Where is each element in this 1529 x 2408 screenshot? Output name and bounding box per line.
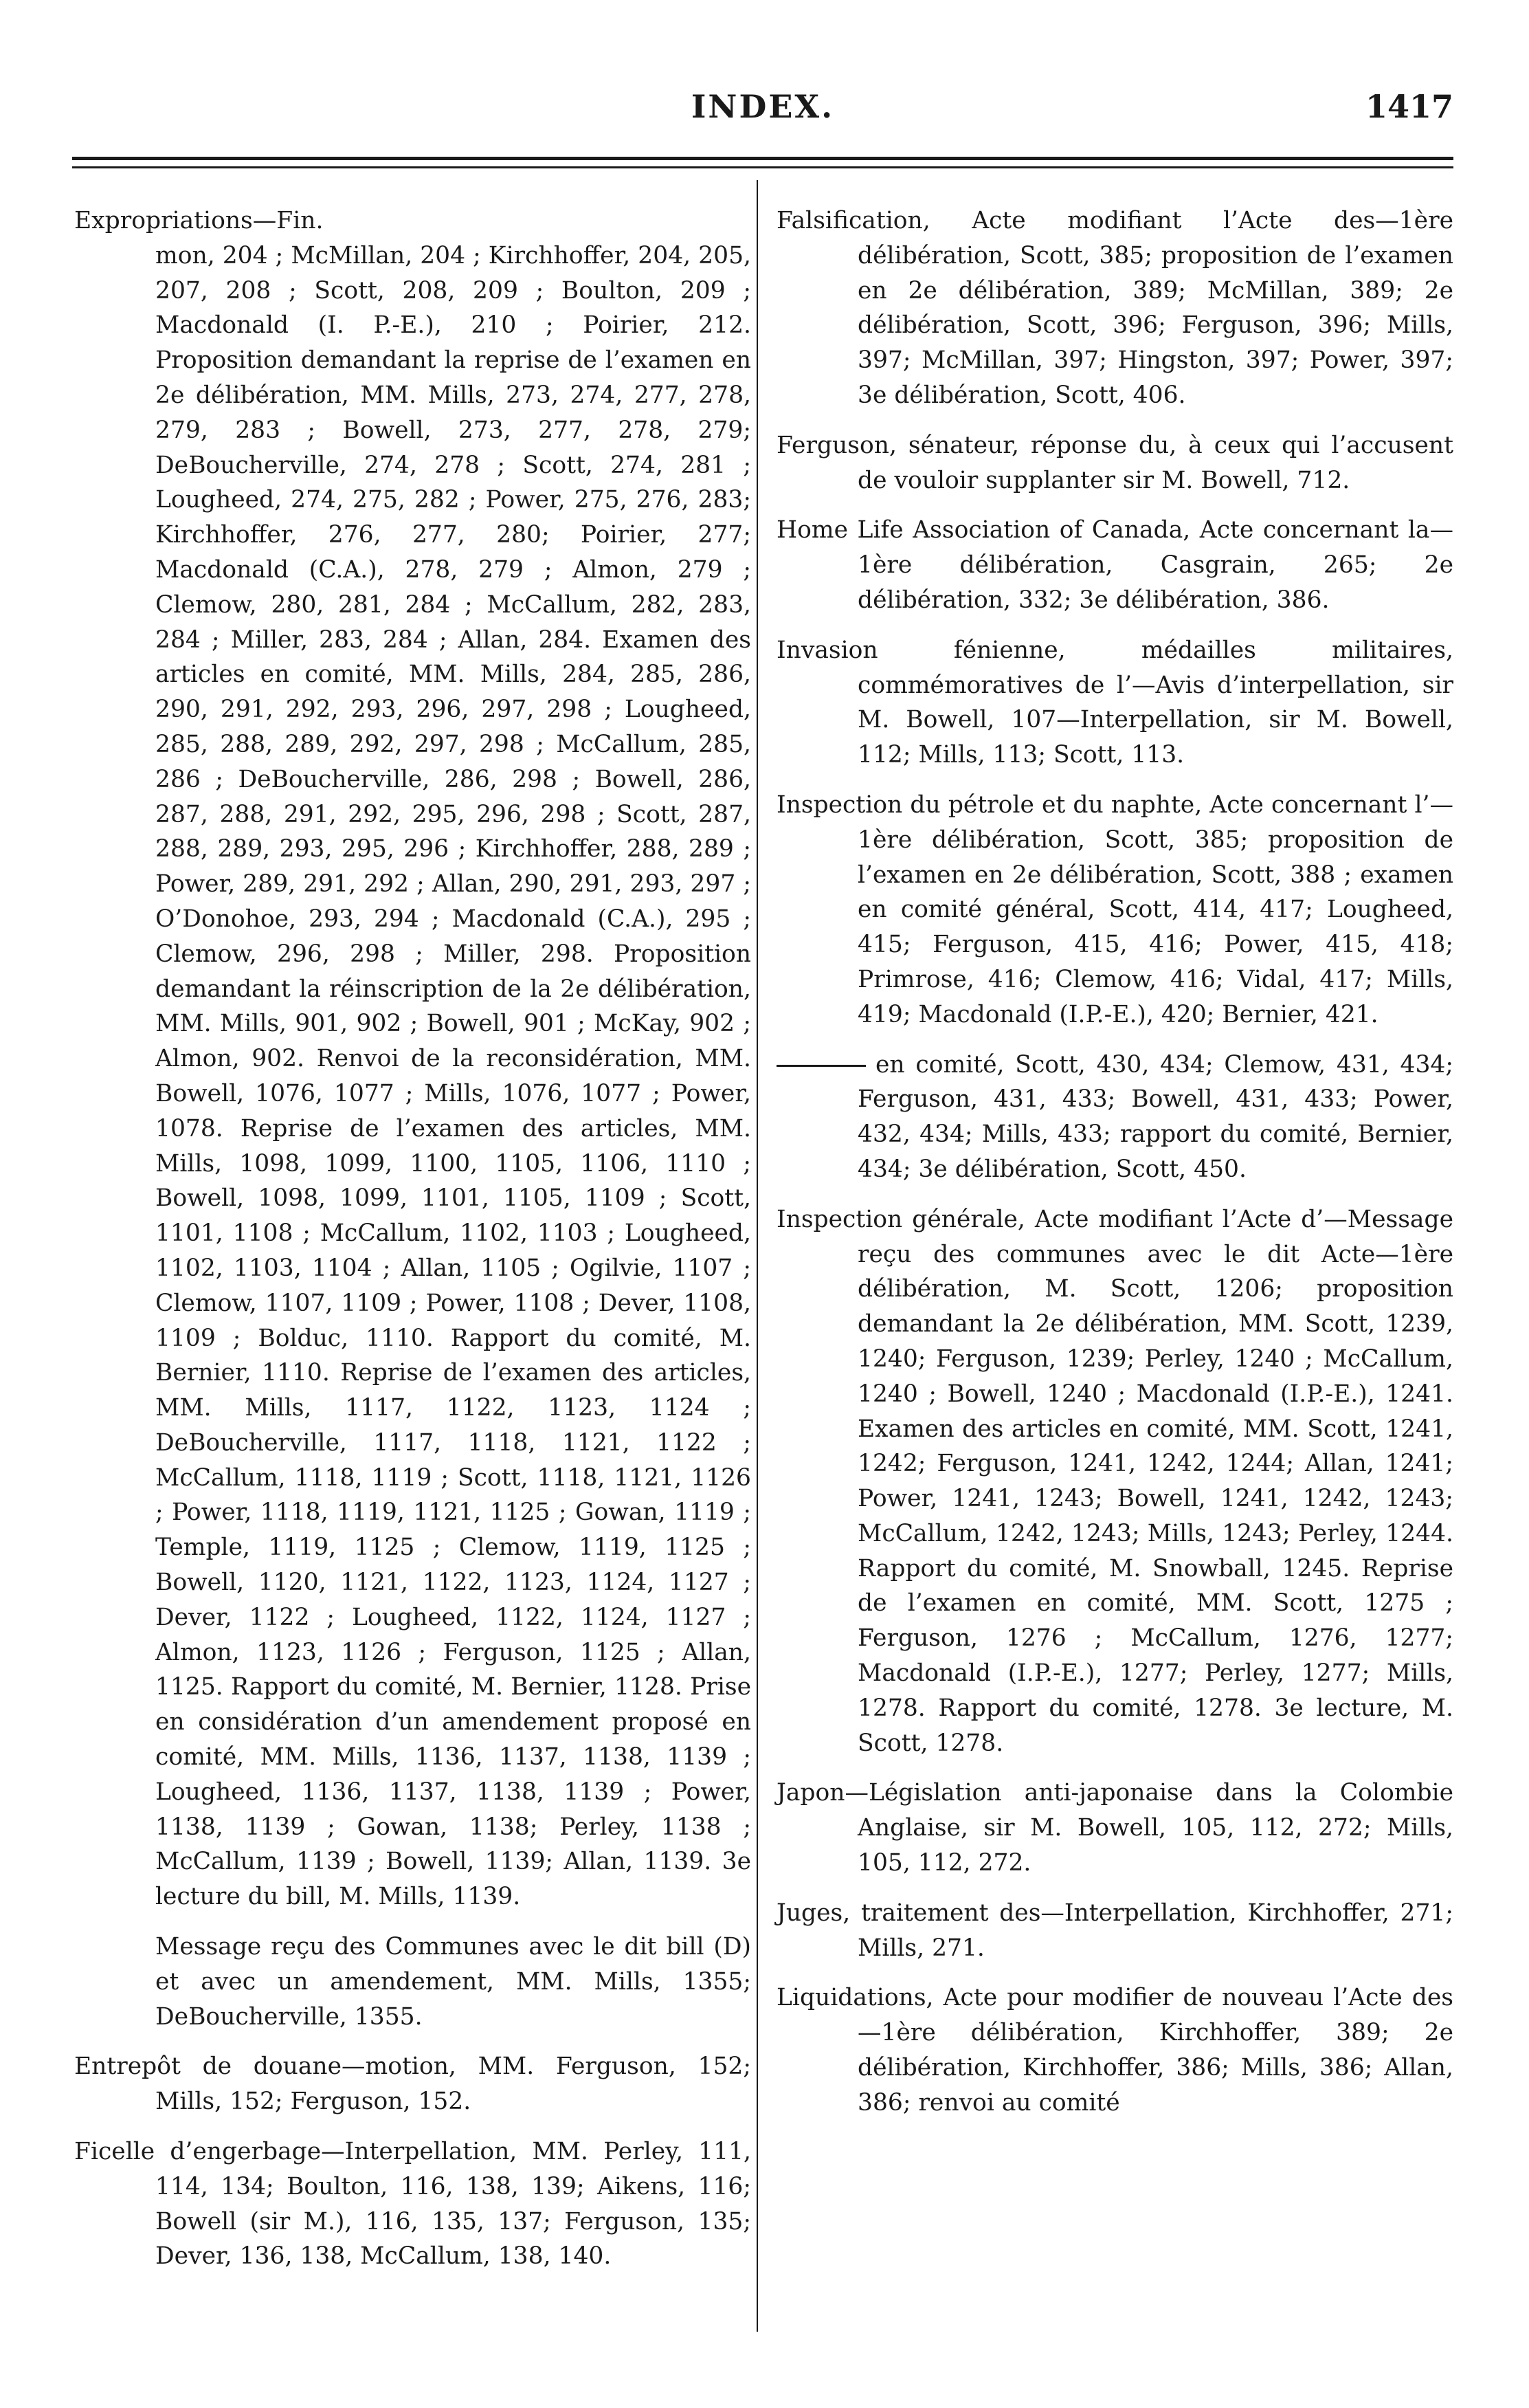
index-entry: Juges, traitement des—Interpellation, Kirchhoffer, 271; Mills, 271. [777,1899,1453,1962]
header-rule-top [72,157,1453,160]
index-entry: Inspection générale, Acte modifiant l’Acte d’—Message reçu des communes avec le dit Acte—1ère délibération, M. Scott, 1206; proposition demandant la 2e délibération, MM. Scott, 1239, 1240; Ferguson, 1239; Perley, 1240 ; McCallum, 1240 ; Bowell, 1240 ; Macdonald (I.P.-E.), 1241. Examen des articles en comité, MM. Scott, 1241, 1242; Ferguson, 1241, 1242, 1244; Allan, 1241; Power, 1241, 1243; Bowell, 1241, 1242, 1243; McCallum, 1242, 1243; Mills, 1243; Perley, 1244. Rapport du comité, M. Snowball, 1245. Reprise de l’examen en comité, MM. Scott, 1275 ; Ferguson, 1276 ; McCallum, 1276, 1277; Macdonald (I.P.-E.), 1277; Perley, 1277; Mills, 1278. Rapport du comité, 1278. 3e lecture, M. Scott, 1278. [777,1205,1453,1757]
left-column [74,203,751,2289]
index-entry: Ficelle d’engerbage—Interpellation, MM. Perley, 111, 114, 134; Boulton, 116, 138, 139; Aikens, 116; Bowell (sir M.), 116, 135, 137; Ferguson, 135; Dever, 136, 138, McCallum, 138, 140. [74,2138,751,2271]
index-entry: Japon—Législation anti-japonaise dans la Colombie Anglaise, sir M. Bowell, 105, 112, 272; Mills, 105, 112, 272. [777,1779,1453,1877]
index-entry: Inspection du pétrole et du naphte, Acte concernant l’—1ère délibération, Scott, 385; proposition de l’examen en 2e délibération, Scott, 388 ; examen en comité général, Scott, 414, 417; Lougheed, 415; Ferguson, 415, 416; Power, 415, 418; Primrose, 416; Clemow, 416; Vidal, 417; Mills, 419; Macdonald (I.P.-E.), 420; Bernier, 421. [777,791,1453,1028]
index-entry: Invasion fénienne, médailles militaires, commémoratives de l’—Avis d’interpellation, sir M. Bowell, 107—Interpellation, sir M. Bowell, 112; Mills, 113; Scott, 113. [777,636,1453,769]
column-divider [757,180,758,2332]
index-subentry [777,1048,1453,1187]
page-title: INDEX. [691,88,835,125]
page-number: 1417 [1365,88,1453,125]
page-header [72,81,1453,143]
index-entry: Ferguson, sénateur, réponse du, à ceux qui l’accusent de vouloir supplanter sir M. Bowell, 712. [777,431,1453,494]
continued-heading: Expropriations—Fin. [74,207,324,234]
subentry-text: en comité, Scott, 430, 434; Clemow, 431, 434; Ferguson, 431, 433; Bowell, 431, 433; Power, 432, 434; Mills, 433; rapport du comité, Bernier, 434; 3e délibération, Scott, 450. [858,1050,1453,1183]
repeat-dash [777,1065,866,1067]
index-entry: Message reçu des Communes avec le dit bill (D) et avec un amendement, MM. Mills, 1355; DeBoucherville, 1355. [155,1933,751,2031]
index-entry: Falsification, Acte modifiant l’Acte des—1ère délibération, Scott, 385; proposition de l’examen en 2e délibération, 389; McMillan, 389; 2e délibération, Scott, 396; Ferguson, 396; Mills, 397; McMillan, 397; Hingston, 397; Power, 397; 3e délibération, Scott, 406. [777,207,1453,409]
index-entry: Home Life Association of Canada, Acte concernant la—1ère délibération, Casgrain, 265; 2e délibération, 332; 3e délibération, 386. [777,516,1453,614]
index-entry: Entrepôt de douane—motion, MM. Ferguson, 152; Mills, 152; Ferguson, 152. [74,2053,751,2116]
index-entry: mon, 204 ; McMillan, 204 ; Kirchhoffer, 204, 205, 207, 208 ; Scott, 208, 209 ; Boulton, 209 ; Macdonald (I. P.-E.), 210 ; Poirier, 212. Proposition demandant la reprise de l’examen en 2e délibération, MM. Mills, 273, 274, 277, 278, 279, 283 ; Bowell, 273, 277, 278, 279; DeBoucherville, 274, 278 ; Scott, 274, 281 ; Lougheed, 274, 275, 282 ; Power, 275, 276, 283; Kirchhoffer, 276, 277, 280; Poirier, 277; Macdonald (C.A.), 278, 279 ; Almon, 279 ; Clemow, 280, 281, 284 ; McCallum, 282, 283, 284 ; Miller, 283, 284 ; Allan, 284. Examen des articles en comité, MM. Mills, 284, 285, 286, 290, 291, 292, 293, 296, 297, 298 ; Lougheed, 285, 288, 289, 292, 297, 298 ; McCallum, 285, 286 ; DeBoucherville, 286, 298 ; Bowell, 286, 287, 288, 291, 292, 295, 296, 298 ; Scott, 287, 288, 289, 293, 295, 296 ; Kirchhoffer, 288, 289 ; Power, 289, 291, 292 ; Allan, 290, 291, 293, 297 ; O’Donohoe, 293, 294 ; Macdonald (C.A.), 295 ; Clemow, 296, 298 ; Miller, 298. Proposition demandant la réinscription de la 2e délibération, MM. Mills, 901, 902 ; Bowell, 901 ; McKay, 902 ; Almon, 902. Renvoi de la reconsidération, MM. Bowell, 1076, 1077 ; Mills, 1076, 1077 ; Power, 1078. Reprise de l’examen des articles, MM. Mills, 1098, 1099, 1100, 1105, 1106, 1110 ; Bowell, 1098, 1099, 1101, 1105, 1109 ; Scott, 1101, 1108 ; McCallum, 1102, 1103 ; Lougheed, 1102, 1103, 1104 ; Allan, 1105 ; Ogilvie, 1107 ; Clemow, 1107, 1109 ; Power, 1108 ; Dever, 1108, 1109 ; Bolduc, 1110. Rapport du comité, M. Bernier, 1110. Reprise de l’examen des articles, MM. Mills, 1117, 1122, 1123, 1124 ; DeBoucherville, 1117, 1118, 1121, 1122 ; McCallum, 1118, 1119 ; Scott, 1118, 1121, 1126 ; Power, 1118, 1119, 1121, 1125 ; Gowan, 1119 ; Temple, 1119, 1125 ; Clemow, 1119, 1125 ; Bowell, 1120, 1121, 1122, 1123, 1124, 1127 ; Dever, 1122 ; Lougheed, 1122, 1124, 1127 ; Almon, 1123, 1126 ; Ferguson, 1125 ; Allan, 1125. Rapport du comité, M. Bernier, 1128. Prise en considération d’un amendement proposé en comité, MM. Mills, 1136, 1137, 1138, 1139 ; Lougheed, 1136, 1137, 1138, 1139 ; Power, 1138, 1139 ; Gowan, 1138; Perley, 1138 ; McCallum, 1139 ; Bowell, 1139; Allan, 1139. 3e lecture du bill, M. Mills, 1139. [155,241,751,1911]
index-entry: Liquidations, Acte pour modifier de nouveau l’Acte des—1ère délibération, Kirchhoffer, 389; 2e délibération, Kirchhoffer, 386; Mills, 386; Allan, 386; renvoi au comité [777,1984,1453,2117]
header-rule-bottom [72,166,1453,168]
right-column [777,203,1453,2136]
